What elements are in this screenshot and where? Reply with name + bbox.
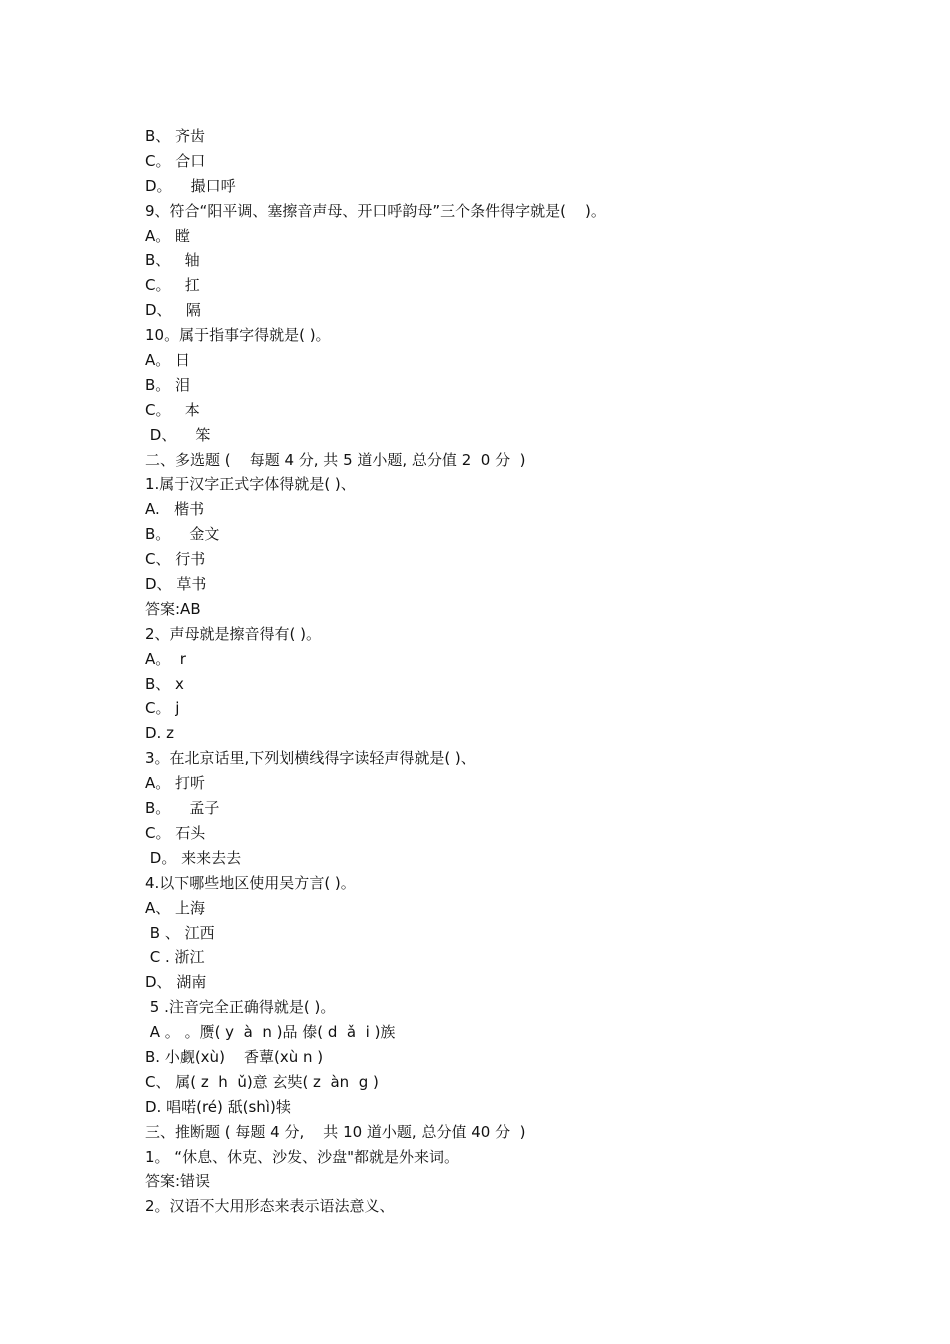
answer-line: 答案:AB — [145, 599, 201, 618]
option-line: A。 瞠 — [145, 226, 191, 245]
option-line: C。 石头 — [145, 823, 206, 842]
option-line: A。 r — [145, 649, 186, 668]
option-line: D、 笨 — [145, 425, 211, 444]
question-line: 3。在北京话里,下列划横线得字读轻声得就是( )、 — [145, 749, 476, 768]
question-line: 2。汉语不大用形态来表示语法意义、 — [145, 1197, 395, 1216]
option-line: C、 属( z h ǔ)意 玄奘( z àn g ) — [145, 1072, 379, 1091]
question-line: 9、符合“阳平调、塞擦音声母、开口呼韵母”三个条件得字就是( )。 — [145, 201, 606, 220]
option-line: A 。 。赝( y à n )品 傣( d ǎ i )族 — [145, 1023, 396, 1042]
option-line: B、 x — [145, 674, 184, 693]
question-line: 5 .注音完全正确得就是( )。 — [145, 998, 336, 1017]
option-line: D、 隔 — [145, 301, 201, 320]
option-line: D. 唱喏(ré) 舐(shì)犊 — [145, 1097, 291, 1116]
option-line: B。 金文 — [145, 525, 220, 544]
option-line: C。 扛 — [145, 276, 200, 295]
option-line: A、 上海 — [145, 898, 206, 917]
option-line: A。 日 — [145, 351, 191, 370]
option-line: A. 楷书 — [145, 500, 205, 519]
option-line: D、 湖南 — [145, 973, 207, 992]
option-line: D。 撮口呼 — [145, 176, 236, 195]
document-body — [145, 124, 845, 1219]
section-heading: 二、多选题 ( 每题 4 分, 共 5 道小题, 总分值 2 0 分 ) — [145, 450, 526, 469]
question-line: 2、声母就是擦音得有( )。 — [145, 624, 322, 643]
option-line: B。 孟子 — [145, 799, 220, 818]
option-line: B. 小觑(xù) 香蕈(xù n ) — [145, 1047, 324, 1066]
option-line: B 、 江西 — [145, 923, 215, 942]
option-line: C。 j — [145, 699, 180, 718]
option-line: D。 来来去去 — [145, 848, 242, 867]
option-line: C、 行书 — [145, 550, 206, 569]
option-line: B。 泪 — [145, 375, 191, 394]
option-line: D. z — [145, 724, 174, 743]
question-line: 1。 “休息、休克、沙发、沙盘"都就是外来词。 — [145, 1147, 459, 1166]
question-line: 4.以下哪些地区使用吴方言( )。 — [145, 873, 356, 892]
section-heading: 三、推断题 ( 每题 4 分, 共 10 道小题, 总分值 40 分 ) — [145, 1122, 526, 1141]
option-line: B、 轴 — [145, 251, 200, 270]
option-line: B、 齐齿 — [145, 127, 206, 145]
option-line: C . 浙江 — [145, 948, 205, 967]
option-line: A。 打听 — [145, 774, 206, 793]
answer-line: 答案:错误 — [145, 1172, 211, 1191]
question-line: 1.属于汉字正式字体得就是( )、 — [145, 475, 356, 494]
option-line: C。 合口 — [145, 151, 206, 170]
option-line: D、 草书 — [145, 575, 207, 594]
question-line: 10。属于指事字得就是( )。 — [145, 326, 331, 345]
option-line: C。 本 — [145, 400, 200, 419]
